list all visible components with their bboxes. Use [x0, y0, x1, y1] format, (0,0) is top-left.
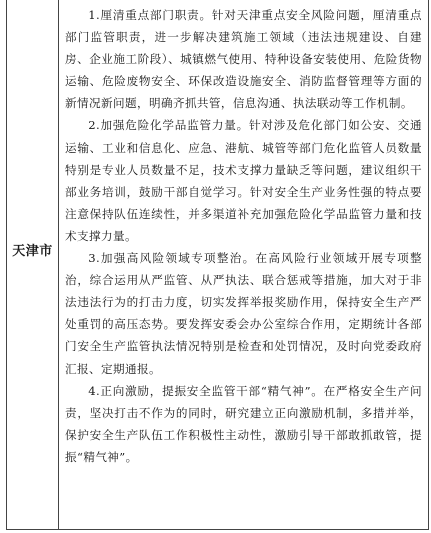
paragraph-2: 2.加强危险化学品监管力量。针对涉及危化部门如公安、交通运输、工业和信息化、应急、港航、城管等部门危化监管人员数量特别是专业人员数量不足，技术支撑力量缺乏等问题，建议组织干部业务培训，鼓励干部自觉学习。针对安全生产业务性强的特点要注意保持队伍连续性，并多渠道补充加强危险化学品监管力量和技术支撑力量。 — [65, 118, 422, 243]
content-cell — [59, 0, 428, 529]
paragraph-3: 3.加强高风险领域专项整治。在高风险行业领域开展专项整治，综合运用从严监管、从严执法、联合惩戒等措施，加大对于非法违法行为的打击力度，切实发挥举报奖励作用，保持安全生产严处重罚的高压态势。要发挥安委会办公室综合作用，定期统计各部门安全生产监管执法情况特别是检查和处罚情况，及时向党委政府汇报、定期通报。 — [65, 251, 422, 376]
city-cell — [7, 0, 59, 529]
city-label: 天津市 — [12, 244, 53, 259]
measures-table — [6, 0, 429, 530]
paragraph-4: 4.正向激励，提振安全监管干部“精气神”。在严格安全生产问责，坚决打击不作为的同时，研究建立正向激励机制，多措并举，保护安全生产队伍工作积极性主动性，激励引导干部敢抓敢管，提振“精气神”。 — [65, 383, 422, 464]
paragraph-1: 1.厘清重点部门职责。针对天津重点安全风险问题，厘清重点部门监管职责，进一步解决建筑施工领域（违法违规建设、自建房、企业施工阶段）、城镇燃气使用、特种设备安装使用、危险货物运输、危险废物安全、环保改造设施安全、消防监督管理等方面的新情况新问题，明确齐抓共管，信息沟通、执法联动等工作机制。 — [65, 8, 422, 111]
